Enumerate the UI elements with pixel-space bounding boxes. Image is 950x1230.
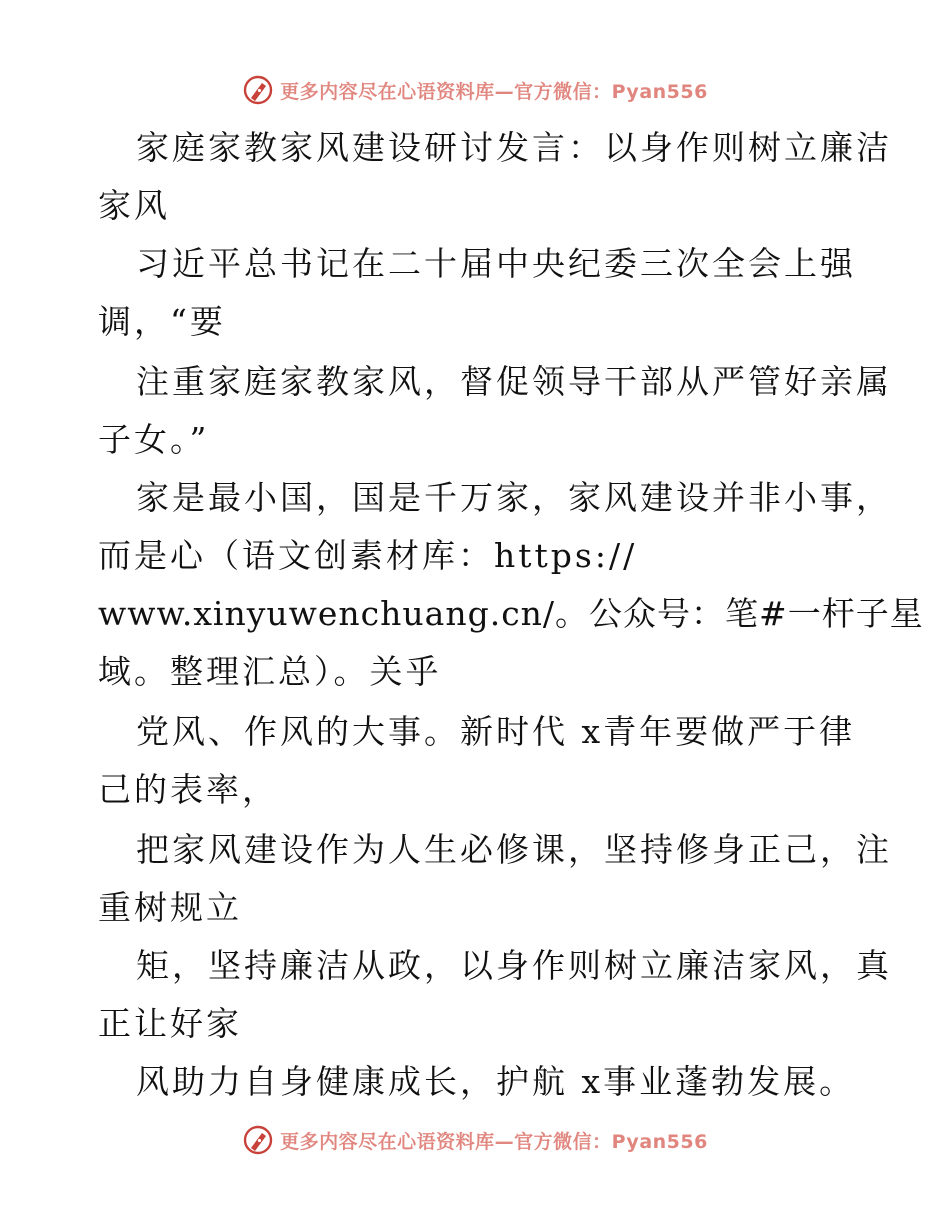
paragraph-line: 风助力自身健康成长，护航 x事业蓬勃发展。 xyxy=(136,1062,856,1101)
pen-nib-logo-icon xyxy=(242,1124,274,1156)
paragraph-line: 己的表率， xyxy=(98,770,278,809)
title-line-2: 家风 xyxy=(98,186,170,225)
title-line-1: 家庭家教家风建设研讨发言：以身作则树立廉洁 xyxy=(136,128,892,167)
paragraph-line: 注重家庭家教家风，督促领导干部从严管好亲属 xyxy=(136,362,892,401)
header-banner-text: 更多内容尽在心语资料库—官方微信：Pyan556 xyxy=(280,80,708,103)
paragraph-line: 党风、作风的大事。新时代 x青年要做严于律 xyxy=(136,712,856,751)
paragraph-line: 调，“要 xyxy=(98,302,226,341)
paragraph-line: 把家风建设作为人生必修课，坚持修身正己，注 xyxy=(136,830,892,869)
paragraph-line-url: www.xinyuwenchuang.cn/。公众号：笔#一杆子星 xyxy=(98,594,924,633)
paragraph-line: 家是最小国，国是千万家，家风建设并非小事， xyxy=(136,478,892,517)
paragraph-line: 域。整理汇总）。关乎 xyxy=(98,652,442,691)
paragraph-line: 正让好家 xyxy=(98,1004,242,1043)
paragraph-line: 子女。” xyxy=(98,420,210,459)
paragraph-line: 重树规立 xyxy=(98,888,242,927)
paragraph-line: 习近平总书记在二十届中央纪委三次全会上强 xyxy=(136,244,856,283)
paragraph-line: 而是心（语文创素材库：https:// xyxy=(98,536,638,575)
paragraph-line: 矩，坚持廉洁从政，以身作则树立廉洁家风，真 xyxy=(136,946,892,985)
footer-banner xyxy=(0,1120,950,1160)
footer-banner-text: 更多内容尽在心语资料库—官方微信：Pyan556 xyxy=(280,1130,708,1153)
